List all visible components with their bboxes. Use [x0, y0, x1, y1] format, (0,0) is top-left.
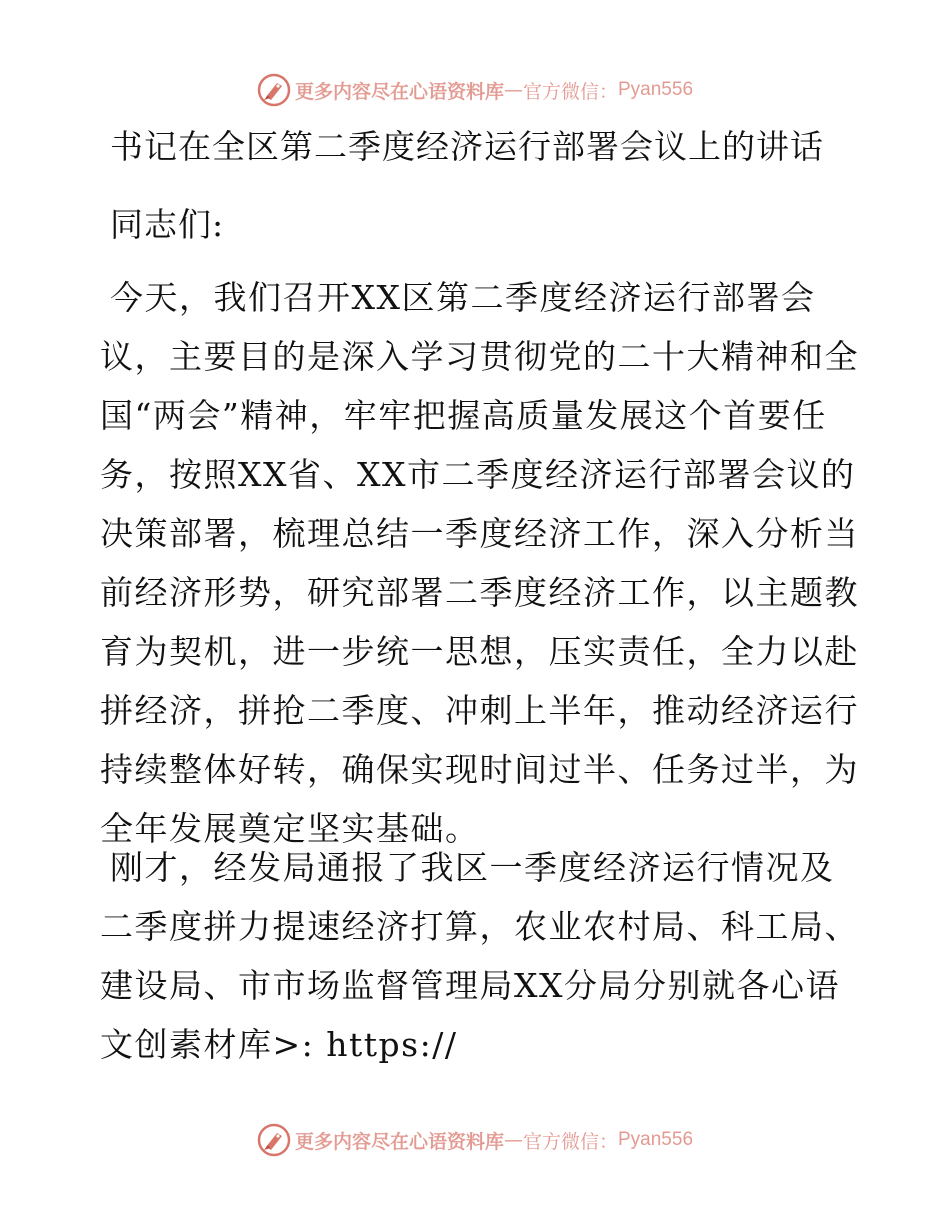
salutation: 同志们:: [110, 205, 225, 244]
watermark-brand-text: 更多内容尽在心语资料库: [294, 80, 504, 103]
watermark-brand-text: 更多内容尽在心语资料库: [294, 1130, 504, 1153]
pen-nib-logo-icon: [257, 73, 291, 107]
body-paragraph-1: 今天，我们召开XX区第二季度经济运行部署会议，主要目的是深入学习贯彻党的二十大精神和全国“两会”精神，牢牢把握高质量发展这个首要任务，按照XX省、XX市二季度经济运行部署会议的决策部署，梳理总结一季度经济工作，深入分析当前经济形势，研究部署二季度经济工作，以主题教育为契机，进一步统一思想，压实责任，全力以赴拼经济，拼抢二季度、冲刺上半年，推动经济运行持续整体好转，确保实现时间过半、任务过半，为全年发展奠定坚实基础。: [100, 278, 859, 848]
watermark-wechat-id: Pyan556: [618, 79, 694, 100]
watermark-official-label: 官方微信：: [522, 1130, 618, 1153]
watermark-separator: —: [503, 79, 523, 101]
header-watermark: [0, 70, 950, 110]
body-paragraph-2: 刚才，经发局通报了我区一季度经济运行情况及二季度拼力提速经济打算，农业农村局、科工局、建设局、市市场监督管理局XX分局分别就各心语文创素材库>: https://: [100, 848, 859, 1064]
watermark-separator: —: [503, 1129, 523, 1151]
document-title: 书记在全区第二季度经济运行部署会议上的讲话: [110, 127, 824, 166]
watermark-official-label: 官方微信：: [522, 80, 618, 103]
watermark-wechat-id: Pyan556: [618, 1129, 694, 1150]
footer-watermark: [0, 1120, 950, 1160]
pen-nib-logo-icon: [257, 1123, 291, 1157]
